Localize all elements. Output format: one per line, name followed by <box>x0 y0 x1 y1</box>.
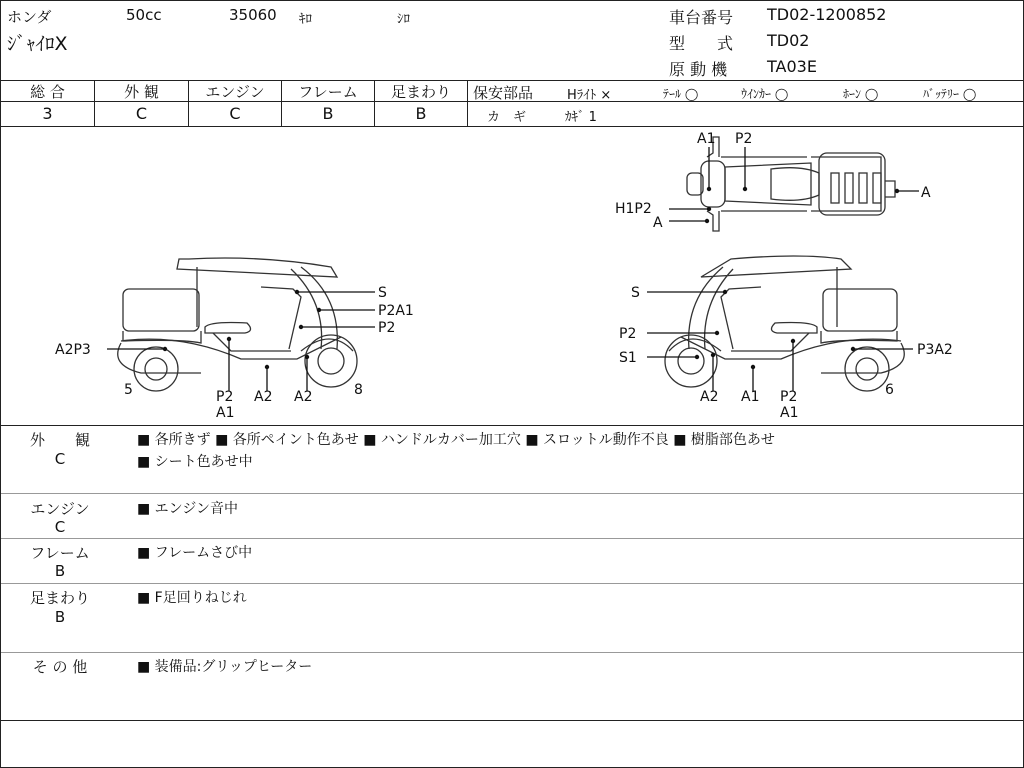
remark-label-frame: フレーム <box>30 544 90 562</box>
remark-label-engine: エンジン <box>30 500 90 518</box>
score-label-exterior: 外 観 <box>124 83 159 101</box>
remark-label-suspension: 足まわり <box>29 589 90 607</box>
label-left-p2a1: P2A1 <box>378 303 414 319</box>
label-top-h1p2: H1P2 <box>615 201 652 217</box>
top-view-drawing <box>687 137 895 231</box>
damage-diagram <box>1 127 1023 425</box>
score-label-engine: エンジン <box>205 83 265 101</box>
remark-grade-frame: B <box>54 562 66 580</box>
headlight-status: Hﾗｲﾄ × <box>567 88 612 103</box>
label-left-num-front: 5 <box>124 382 133 398</box>
label-left-a1-bottom: A1 <box>216 405 235 421</box>
remark-label-other: そ の 他 <box>32 658 88 676</box>
remark-text-other: ■ 装備品:グリップヒーター <box>137 659 313 675</box>
score-label-overall: 総 合 <box>30 83 65 101</box>
label-right-p2: P2 <box>619 326 637 342</box>
model-name: ｼﾞｬｲﾛX <box>7 33 68 55</box>
score-value-engine: C <box>229 104 241 123</box>
label-right-a1: A1 <box>741 389 760 405</box>
maker: ホンダ <box>7 8 52 26</box>
leader-lines <box>107 147 919 391</box>
engine-label: 原 動 機 <box>669 60 728 79</box>
score-value-exterior: C <box>135 104 148 123</box>
type-label: 型 式 <box>669 34 734 53</box>
right-side-view-drawing <box>665 256 904 391</box>
divider <box>1 538 1023 539</box>
battery-status: ﾊﾞｯﾃﾘｰ ◯ <box>923 87 977 101</box>
safety-label: 保安部品 <box>473 84 534 102</box>
label-left-a2-a: A2 <box>254 389 273 405</box>
label-left-p2-bottom: P2 <box>216 389 234 405</box>
displacement: 50cc <box>126 6 162 24</box>
mileage-unit: ｷﾛ <box>299 12 312 27</box>
divider <box>1 583 1023 584</box>
label-left-p2: P2 <box>378 320 396 336</box>
engine-value: TA03E <box>767 57 817 76</box>
remark-text-exterior-2: ■ シート色あせ中 <box>137 454 253 470</box>
frame-no: TD02-1200852 <box>767 5 887 24</box>
winker-status: ｳｲﾝｶｰ ◯ <box>741 87 789 101</box>
label-left-num-rear: 8 <box>354 382 363 398</box>
leader-dots <box>163 187 899 369</box>
label-left-a2p3: A2P3 <box>55 342 91 358</box>
label-top-a-right: A <box>921 185 931 201</box>
remark-grade-engine: C <box>54 518 66 536</box>
label-top-a-left: A <box>653 215 663 231</box>
label-right-s: S <box>631 285 640 301</box>
remark-grade-suspension: B <box>54 608 66 626</box>
remark-label-exterior: 外 観 <box>29 431 90 449</box>
remark-text-frame: ■ フレームさび中 <box>137 545 253 561</box>
horn-status: ﾎｰﾝ ◯ <box>843 87 879 101</box>
remark-grade-exterior: C <box>54 450 66 468</box>
label-top-p2: P2 <box>735 131 753 147</box>
label-left-a2-b: A2 <box>294 389 313 405</box>
remark-text-suspension: ■ F足回りねじれ <box>137 590 247 606</box>
divider <box>467 80 468 126</box>
type-value: TD02 <box>767 31 810 50</box>
label-left-s: S <box>378 285 387 301</box>
score-label-suspension: 足まわり <box>390 83 451 101</box>
left-side-view-drawing <box>118 258 357 391</box>
key-value: ｶｷﾞ 1 <box>565 110 597 125</box>
label-right-p2-bottom: P2 <box>780 389 798 405</box>
divider <box>1 720 1023 721</box>
score-value-suspension: B <box>415 104 427 123</box>
divider <box>1 652 1023 653</box>
frame-no-label: 車台番号 <box>669 8 734 27</box>
label-right-p3a2: P3A2 <box>917 342 953 358</box>
body-color: ｼﾛ <box>397 12 410 27</box>
label-right-a2: A2 <box>700 389 719 405</box>
remark-text-exterior-1: ■ 各所きず ■ 各所ペイント色あせ ■ ハンドルカバー加工穴 ■ スロットル動作不良 ■ 樹脂部色あせ <box>137 432 775 448</box>
remark-text-engine: ■ エンジン音中 <box>137 501 238 517</box>
score-value-overall: 3 <box>42 104 53 123</box>
divider <box>1 493 1023 494</box>
label-right-a1-bottom: A1 <box>780 405 799 421</box>
score-value-frame: B <box>322 104 334 123</box>
divider <box>1 425 1023 426</box>
label-top-a1: A1 <box>697 131 716 147</box>
score-label-frame: フレーム <box>298 83 358 101</box>
tail-status: ﾃｰﾙ ◯ <box>663 87 699 101</box>
mileage: 35060 <box>229 6 277 24</box>
label-right-s1: S1 <box>619 350 637 366</box>
label-right-num: 6 <box>885 382 894 398</box>
key-label: カ ギ <box>487 110 527 125</box>
